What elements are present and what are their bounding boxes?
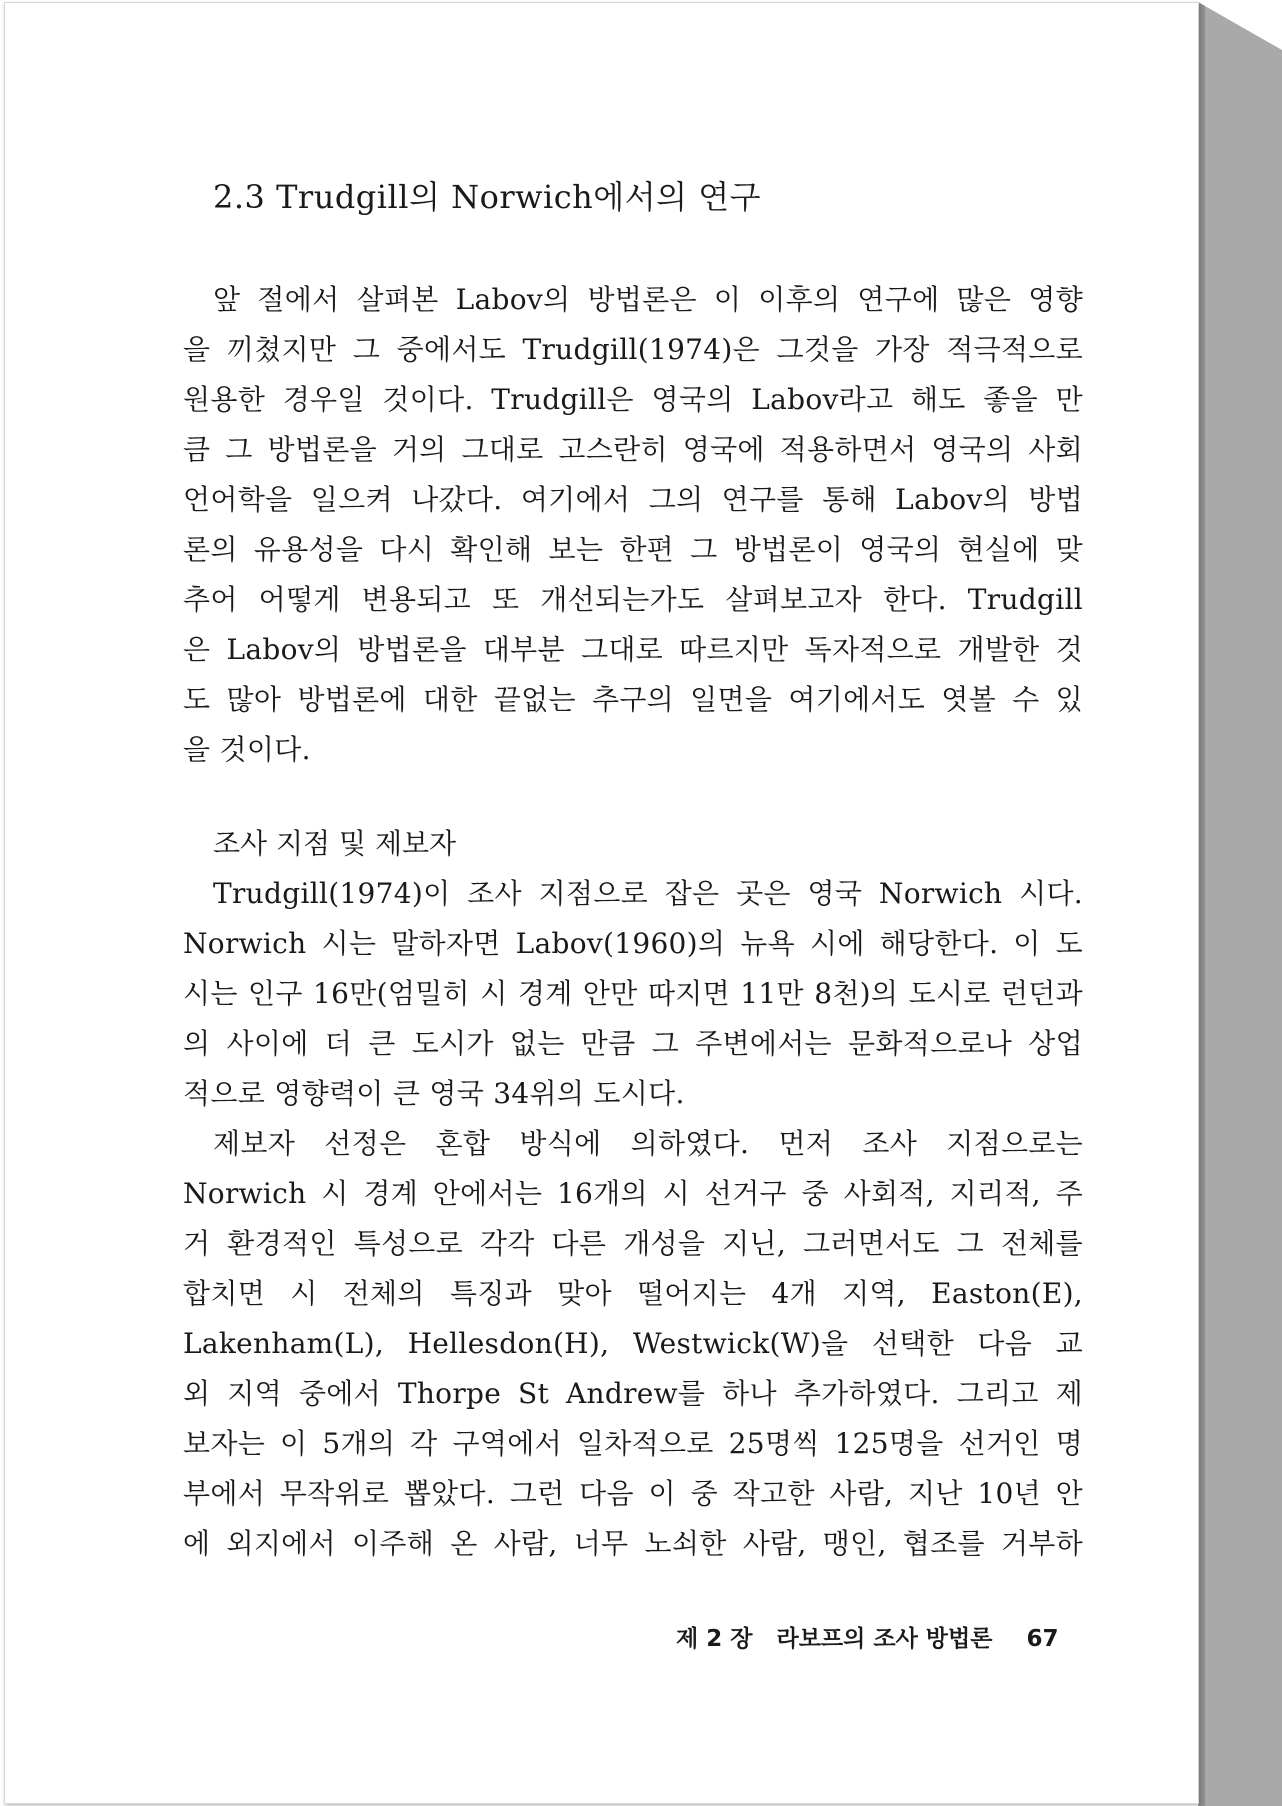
section-title: 2.3 Trudgill의 Norwich에서의 연구 — [213, 178, 762, 216]
page-footer — [676, 1620, 1059, 1653]
text-line: 보자는 이 5개의 각 구역에서 일차적으로 25명씩 125명을 선거인 명 — [183, 1427, 1083, 1460]
text-line: 을 것이다. — [183, 733, 311, 766]
page-number: 67 — [1026, 1626, 1059, 1652]
text-line: 시는 인구 16만(엄밀히 시 경계 안만 따지면 11만 8천)의 도시로 런던과 — [183, 977, 1083, 1010]
text-line: Norwich 시는 말하자면 Labov(1960)의 뉴욕 시에 해당한다. 이 도 — [183, 927, 1083, 960]
text-line: 제보자 선정은 혼합 방식에 의하였다. 먼저 조사 지점으로는 — [213, 1127, 1083, 1160]
subsection-title: 조사 지점 및 제보자 — [213, 827, 457, 860]
text-line: 외 지역 중에서 Thorpe St Andrew를 하나 추가하였다. 그리고 제 — [183, 1377, 1083, 1410]
text-line: 론의 유용성을 다시 확인해 보는 한편 그 방법론이 영국의 현실에 맞 — [183, 533, 1083, 566]
text-line: 부에서 무작위로 뽑았다. 그런 다음 이 중 작고한 사람, 지난 10년 안 — [183, 1477, 1083, 1510]
footer-chapter: 제 2 장 — [676, 1626, 753, 1652]
text-line: Norwich 시 경계 안에서는 16개의 시 선거구 중 사회적, 지리적, 주 — [183, 1177, 1083, 1210]
text-line: 을 끼쳤지만 그 중에서도 Trudgill(1974)은 그것을 가장 적극적으로 — [183, 333, 1083, 366]
text-line: 언어학을 일으켜 나갔다. 여기에서 그의 연구를 통해 Labov의 방법 — [183, 483, 1083, 516]
footer-title: 라보프의 조사 방법론 — [776, 1626, 993, 1652]
text-line: 거 환경적인 특성으로 각각 다른 개성을 지닌, 그러면서도 그 전체를 — [183, 1227, 1083, 1260]
text-line: 합치면 시 전체의 특징과 맞아 떨어지는 4개 지역, Easton(E), — [183, 1277, 1083, 1310]
text-line: 큼 그 방법론을 거의 그대로 고스란히 영국에 적용하면서 영국의 사회 — [183, 433, 1083, 466]
text-line: 앞 절에서 살펴본 Labov의 방법론은 이 이후의 연구에 많은 영향 — [213, 283, 1083, 316]
text-line: 원용한 경우일 것이다. Trudgill은 영국의 Labov라고 해도 좋을 만 — [183, 383, 1083, 416]
text-line: 은 Labov의 방법론을 대부분 그대로 따르지만 독자적으로 개발한 것 — [183, 633, 1083, 666]
text-line: 도 많아 방법론에 대한 끝없는 추구의 일면을 여기에서도 엿볼 수 있 — [183, 683, 1083, 716]
text-line: 추어 어떻게 변용되고 또 개선되는가도 살펴보고자 한다. Trudgill — [183, 583, 1083, 616]
text-line: Trudgill(1974)이 조사 지점으로 잡은 곳은 영국 Norwich 시다. — [213, 877, 1083, 910]
text-line: 의 사이에 더 큰 도시가 없는 만큼 그 주변에서는 문화적으로나 상업 — [183, 1027, 1083, 1060]
text-line: 에 외지에서 이주해 온 사람, 너무 노쇠한 사람, 맹인, 협조를 거부하 — [183, 1527, 1083, 1560]
text-line: Lakenham(L), Hellesdon(H), Westwick(W)을 선택한 다음 교 — [183, 1327, 1083, 1360]
text-line: 적으로 영향력이 큰 영국 34위의 도시다. — [183, 1077, 685, 1110]
